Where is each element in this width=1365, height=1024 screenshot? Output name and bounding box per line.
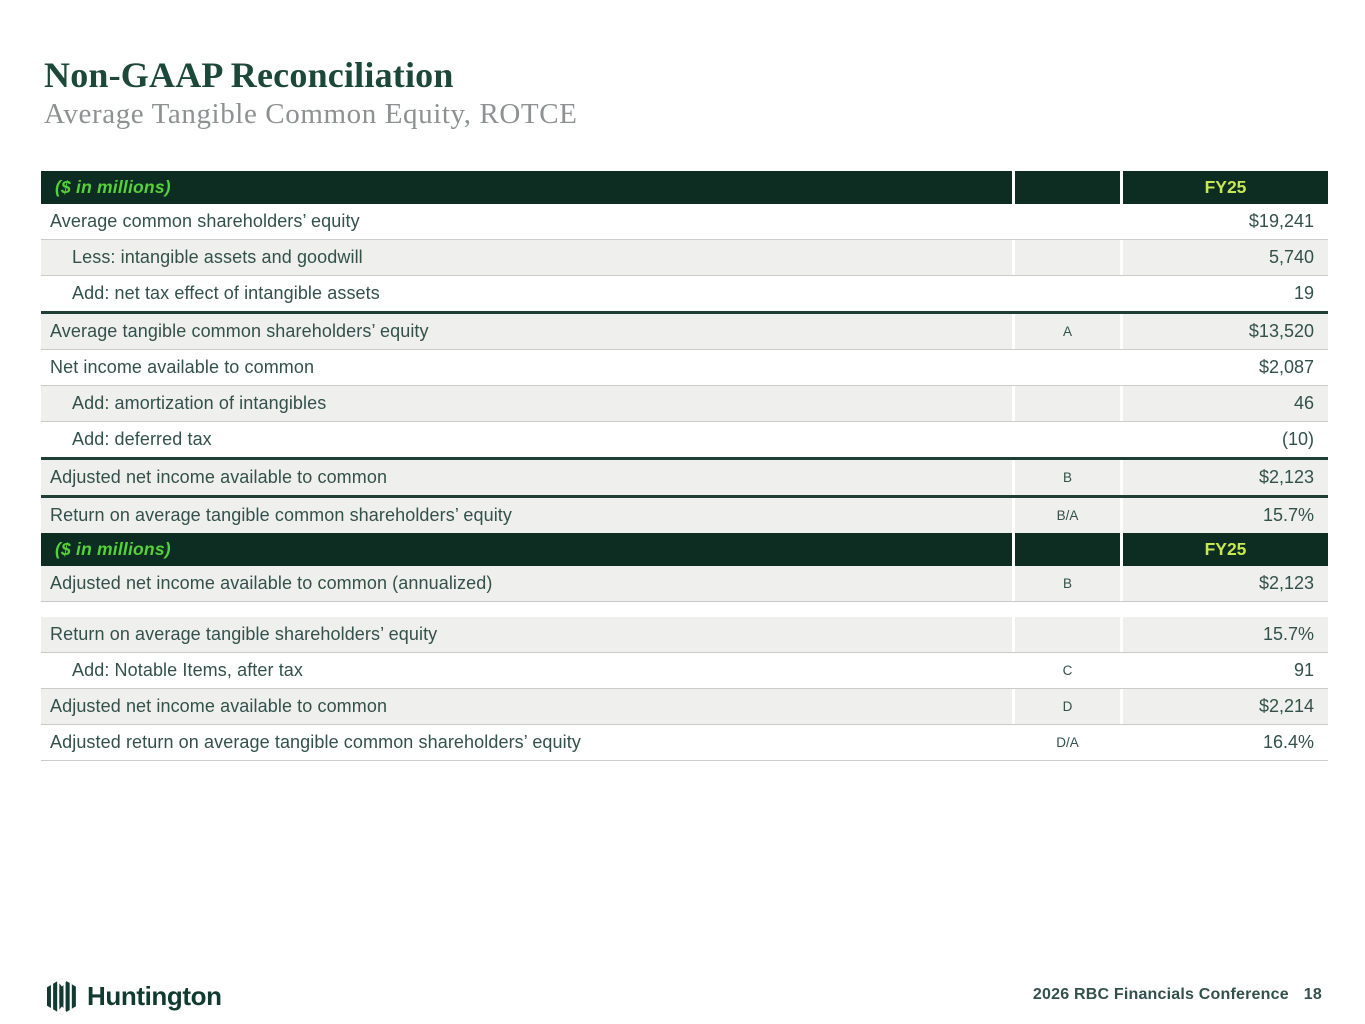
table-row [41,386,1328,422]
header-period-label: FY25 [1120,171,1328,204]
table-row [41,350,1328,386]
row-label: Net income available to common [50,357,315,377]
row-value: $2,123 [1120,460,1328,495]
row-value: $19,241 [1120,204,1328,239]
footer-logo [45,978,222,1015]
table-row [41,617,1328,653]
row-label: Average common shareholders’ equity [50,211,360,231]
header-units-label: ($ in millions) [55,177,171,197]
row-value: 5,740 [1120,240,1328,275]
huntington-wordmark: Huntington [87,981,222,1011]
row-ref [1012,204,1120,239]
table-header-row [41,533,1328,566]
title-block [44,56,578,131]
table-header-row [41,171,1328,204]
reconciliation-table [41,171,1328,761]
row-value: 15.7% [1120,617,1328,652]
table-row [41,495,1328,533]
table-row [41,204,1328,240]
footer-right [1033,986,1322,1004]
row-label: Return on average tangible shareholders’ equity [50,624,438,644]
page-subtitle: Average Tangible Common Equity, ROTCE [44,97,578,130]
page-number: 18 [1303,986,1322,1003]
row-ref [1012,386,1120,421]
row-value: 15.7% [1120,498,1328,533]
row-value: (10) [1120,422,1328,457]
row-label: Add: net tax effect of intangible assets [72,283,380,303]
row-ref [1012,240,1120,275]
row-label: Average tangible common shareholders’ equity [50,321,429,341]
huntington-hexagon-logo-icon [45,978,79,1015]
row-label: Less: intangible assets and goodwill [72,247,363,267]
row-value: 91 [1120,653,1328,688]
row-label: Adjusted net income available to common [50,696,388,716]
table-row [41,689,1328,725]
row-label: Add: Notable Items, after tax [72,660,304,680]
row-ref: B/A [1012,498,1120,533]
row-ref [1012,350,1120,385]
table-row [41,457,1328,495]
header-units-label: ($ in millions) [55,539,171,559]
row-label: Adjusted net income available to common (annualized) [50,573,493,593]
row-ref: A [1012,314,1120,349]
row-value: 46 [1120,386,1328,421]
row-value: $2,214 [1120,689,1328,724]
table-row [41,653,1328,689]
row-ref [1012,422,1120,457]
row-label: Adjusted return on average tangible common shareholders’ equity [50,732,581,752]
footer-conference-text: 2026 RBC Financials Conference [1032,986,1289,1003]
row-ref: D/A [1012,725,1120,760]
table-row [41,422,1328,457]
row-value: $13,520 [1120,314,1328,349]
row-ref [1012,617,1120,652]
row-ref [1012,533,1120,566]
table-row [41,566,1328,602]
row-ref: B [1012,566,1120,601]
header-period-label: FY25 [1120,533,1328,566]
row-value: $2,087 [1120,350,1328,385]
row-label: Add: amortization of intangibles [72,393,327,413]
row-ref: C [1012,653,1120,688]
row-ref: B [1012,460,1120,495]
row-label: Adjusted net income available to common [50,467,388,487]
table-row [41,240,1328,276]
row-ref: D [1012,689,1120,724]
row-value: 19 [1120,276,1328,311]
row-value: 16.4% [1120,725,1328,760]
page-title: Non-GAAP Reconciliation [44,55,454,95]
row-value: $2,123 [1120,566,1328,601]
table-row [41,276,1328,311]
table-row [41,311,1328,350]
row-label: Add: deferred tax [72,429,212,449]
row-ref [1012,276,1120,311]
table-row [41,725,1328,761]
row-ref [1012,171,1120,204]
row-label: Return on average tangible common shareholders’ equity [50,505,513,525]
